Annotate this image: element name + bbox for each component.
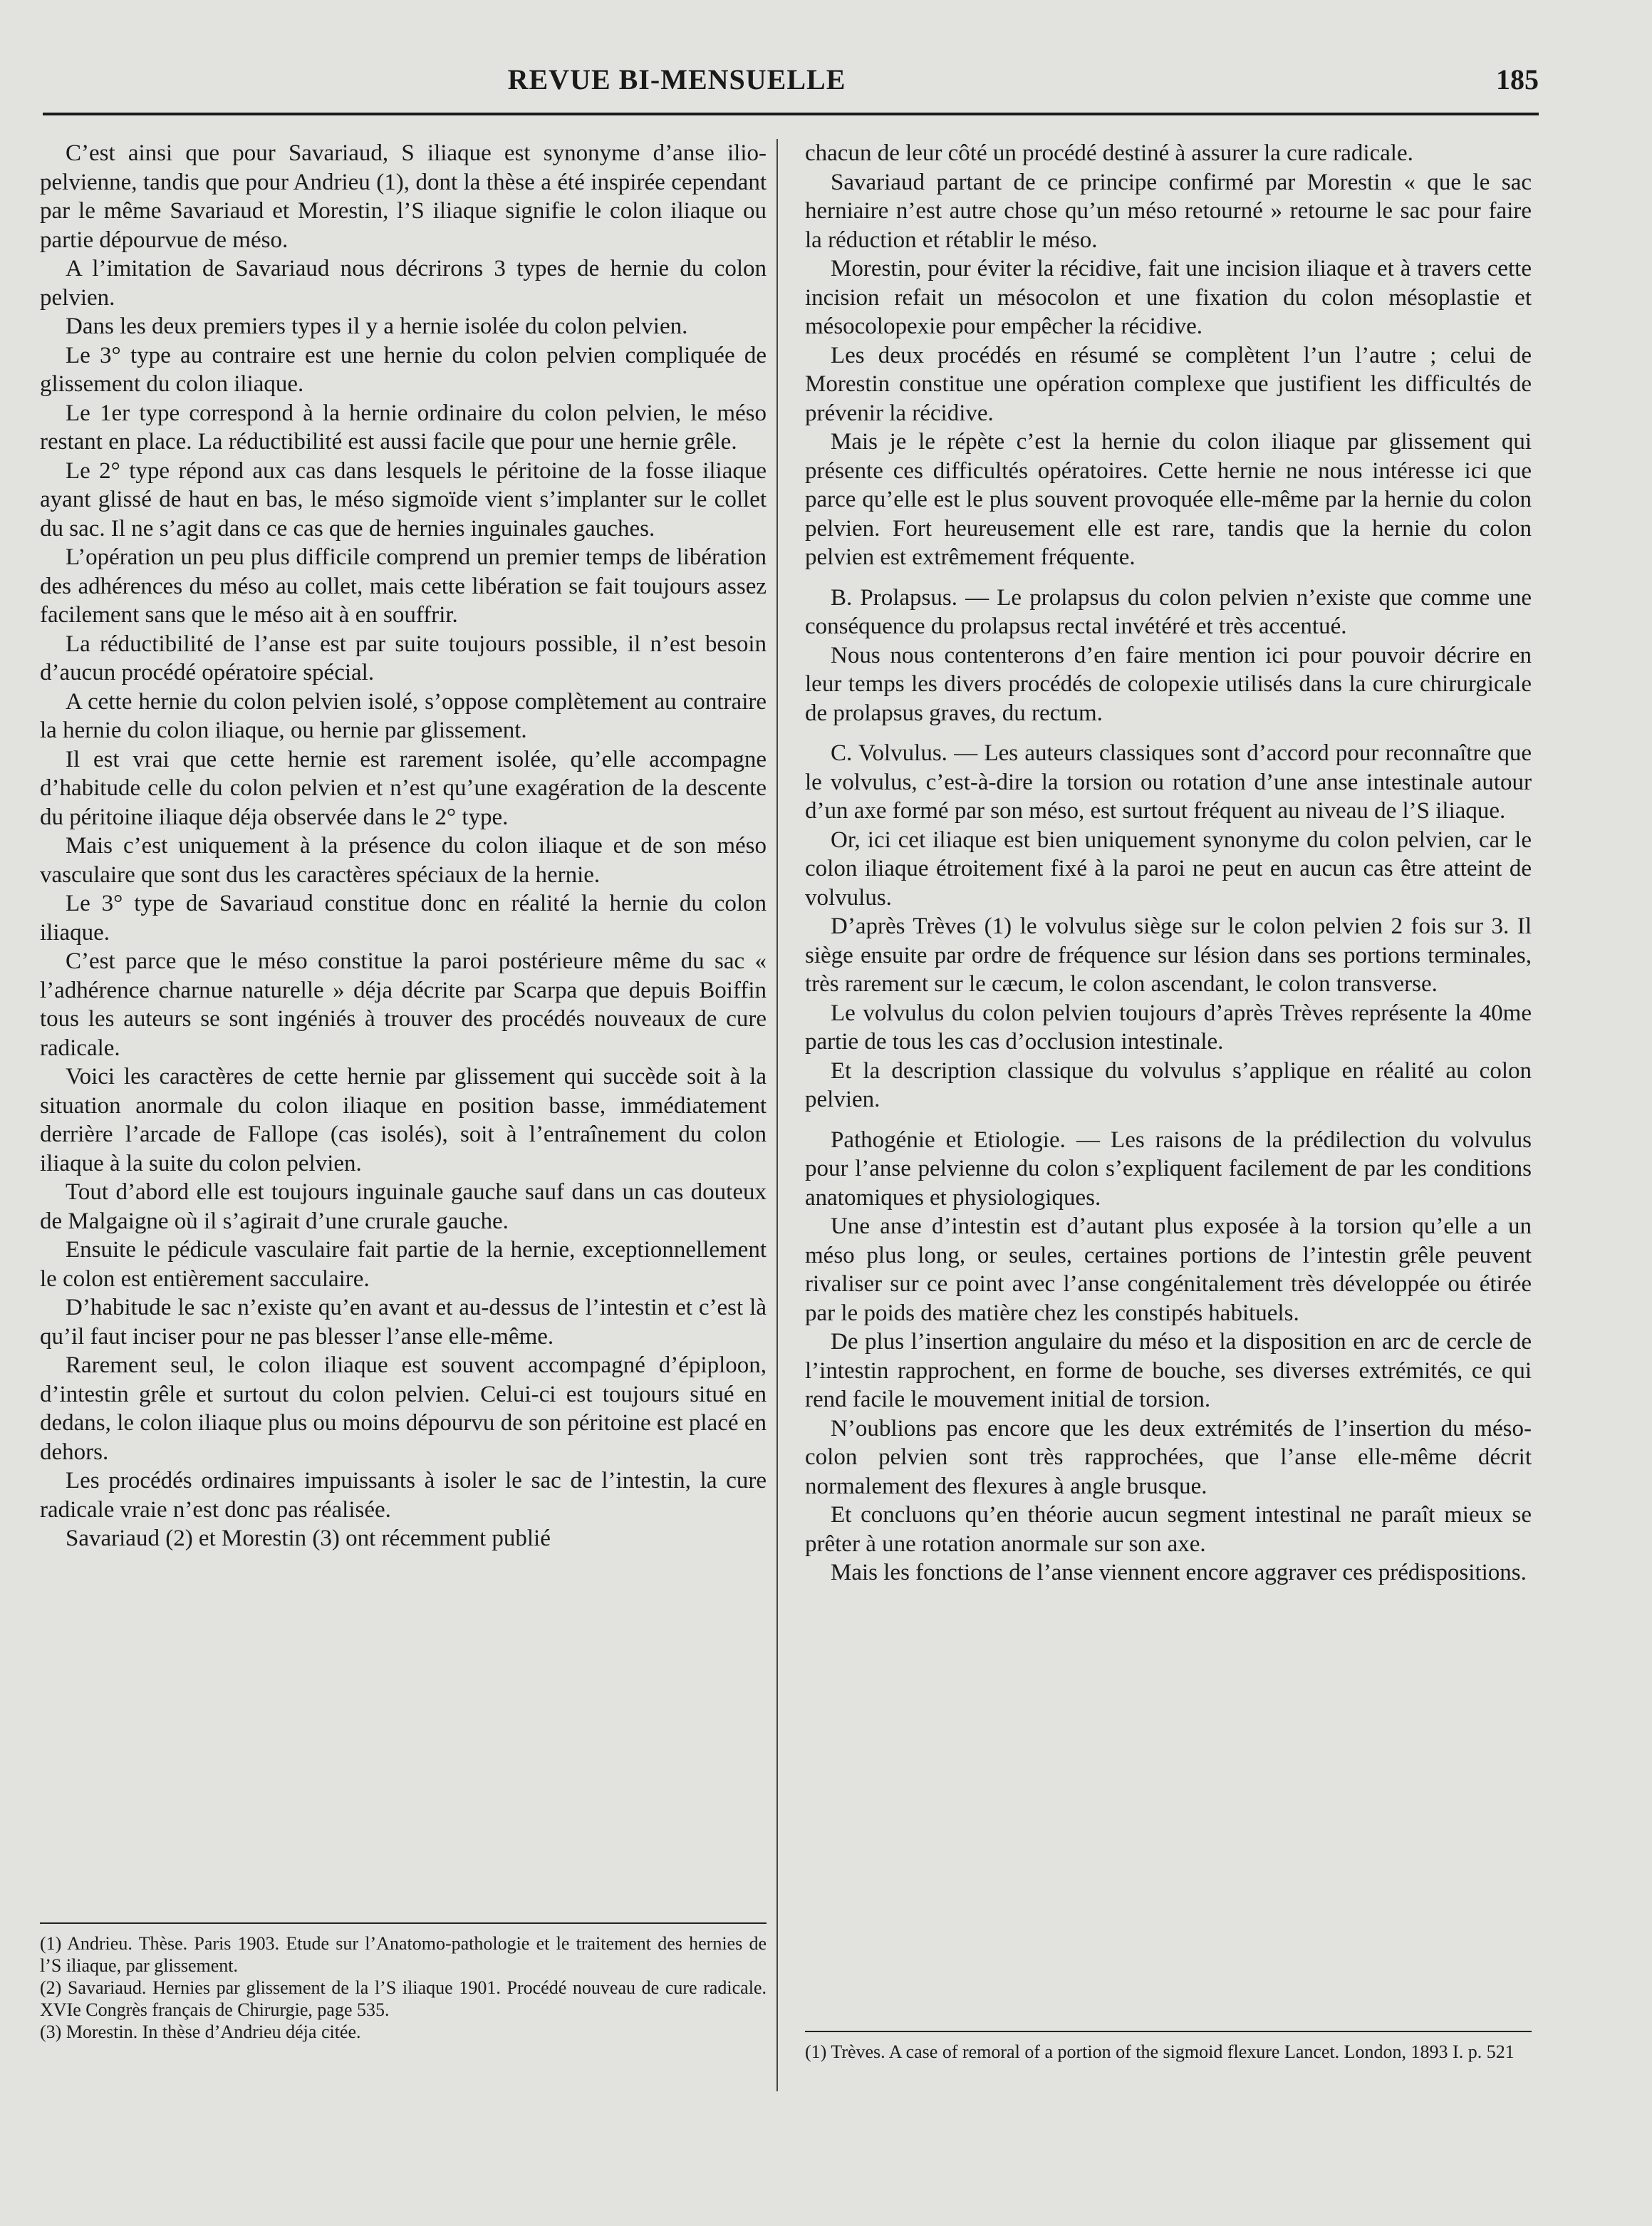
paragraph: Voici les caractères de cette hernie par glissement qui succède soit à la situation anormale du colon iliaque en position basse, immédiatement derrière l’arcade de Fallope (cas isolés), soit à l’entraînement du colon iliaque à la suite du colon pelvien. <box>40 1064 767 1176</box>
column-divider <box>776 139 778 2091</box>
left-column <box>40 139 767 1553</box>
paragraph: D’après Trèves (1) le volvulus siège sur le colon pelvien 2 fois sur 3. Il siège ensuite par ordre de fréquence sur lésion dans ses portions terminales, très rarement sur le cæcum, le colon ascendant, le colon transverse. <box>805 913 1532 997</box>
right-footnotes <box>805 2041 1532 2063</box>
paragraph: De plus l’insertion angulaire du méso et la disposition en arc de cercle de l’intestin rapprochent, en forme de bouche, ses diverses extrémités, ce qui rend facile le mouvement initial de torsion. <box>805 1329 1532 1412</box>
paragraph: A l’imitation de Savariaud nous décrirons 3 types de hernie du colon pelvien. <box>40 256 767 311</box>
paragraph: Une anse d’intestin est d’autant plus exposée à la torsion qu’elle a un méso plus long, or seules, certaines portions de l’intestin grêle peuvent rivaliser sur ce point avec l’anse congénitalement très développée ou étirée par le poids des matière chez les constipés habituels. <box>805 1213 1532 1326</box>
paragraph: Le 1er type correspond à la hernie ordinaire du colon pelvien, le méso restant en place. La réductibilité est aussi facile que pour une hernie grêle. <box>40 400 767 455</box>
paragraph: Les procédés ordinaires impuissants à isoler le sac de l’intestin, la cure radicale vraie n’est donc pas réalisée. <box>40 1468 767 1523</box>
paragraph: C’est parce que le méso constitue la paroi postérieure même du sac « l’adhérence charnue naturelle » déja décrite par Scarpa que depuis Boiffin tous les auteurs se sont ingéniés à trouver des procédés nouveaux de cure radicale. <box>40 948 767 1061</box>
paragraph: Nous nous contenterons d’en faire mention ici pour pouvoir décrire en leur temps les divers procédés de colopexie utilisés dans la cure chirurgicale de prolapsus graves, du rectum. <box>805 642 1532 726</box>
paragraph: Le 3° type au contraire est une hernie du colon pelvien compliquée de glissement du colon iliaque. <box>40 342 767 397</box>
paragraph: A cette hernie du colon pelvien isolé, s’oppose complètement au contraire la hernie du colon iliaque, ou hernie par glissement. <box>40 688 767 743</box>
paragraph: Et la description classique du volvulus s’applique en réalité au colon pelvien. <box>805 1057 1532 1112</box>
paragraph: Mais c’est uniquement à la présence du colon iliaque et de son méso vasculaire que sont dus les caractères spéciaux de la hernie. <box>40 833 767 888</box>
paragraph: Dans les deux premiers types il y a hernie isolée du colon pelvien. <box>66 314 688 339</box>
running-title: REVUE BI-MENSUELLE <box>507 63 846 95</box>
footnote: (1) Andrieu. Thèse. Paris 1903. Etude sur l’Anatomo-pathologie et le traitement des hernies de l’S iliaque, par glissement. <box>40 1933 767 1976</box>
page-header <box>43 63 1539 105</box>
paragraph: Les deux procédés en résumé se complètent l’un l’autre ; celui de Morestin constitue une opération complexe que justifient les difficultés de prévenir la récidive. <box>805 342 1532 426</box>
paragraph: Or, ici cet iliaque est bien uniquement synonyme du colon pelvien, car le colon iliaque étroitement fixé à la paroi ne peut en aucun cas être atteint de volvulus. <box>805 827 1532 911</box>
footnote-rule <box>805 2031 1532 2032</box>
footnote-rule <box>40 1922 767 1924</box>
paragraph: D’habitude le sac n’existe qu’en avant et au-dessus de l’intestin et c’est là qu’il faut inciser pour ne pas blesser l’anse elle-même. <box>40 1295 767 1350</box>
footnote: (2) Savariaud. Hernies par glissement de la l’S iliaque 1901. Procédé nouveau de cure radicale. XVIe Congrès français de Chirurgie, page 535. <box>40 1977 767 2020</box>
paragraph: Rarement seul, le colon iliaque est souvent accompagné d’épiploon, d’intestin grêle et surtout du colon pelvien. Celui-ci est toujours situé en dedans, le colon iliaque plus ou moins dépourvu de son péritoine est placé en dehors. <box>40 1352 767 1465</box>
paragraph: Et concluons qu’en théorie aucun segment intestinal ne paraît mieux se prêter à une rotation anormale sur son axe. <box>805 1502 1532 1557</box>
paragraph: C’est ainsi que pour Savariaud, S iliaque est synonyme d’anse ilio-pelvienne, tandis que pour Andrieu (1), dont la thèse a été inspirée cependant par le même Savariaud et Morestin, l’S iliaque signifie le colon iliaque ou partie dépourvue de méso. <box>40 140 767 253</box>
paragraph: Tout d’abord elle est toujours inguinale gauche sauf dans un cas douteux de Malgaigne où il s’agirait d’une crurale gauche. <box>40 1179 767 1234</box>
section-pathogenie: Pathogénie et Etiologie. — Les raisons de la prédilection du volvulus pour l’anse pelvienne du colon s’expliquent facilement de par les conditions anatomiques et physiologiques. <box>805 1127 1532 1211</box>
left-footnotes <box>40 1932 767 2043</box>
paragraph: chacun de leur côté un procédé destiné à assurer la cure radicale. <box>805 140 1413 166</box>
paragraph: Mais je le répète c’est la hernie du colon iliaque par glissement qui présente ces difficultés opératoires. Cette hernie ne nous intéresse ici que parce qu’elle est le plus souvent provoquée elle-même par la hernie du colon pelvien. Fort heureusement elle est rare, tandis que la hernie du colon pelvien est extrêmement fréquente. <box>805 429 1532 570</box>
paragraph: Morestin, pour éviter la récidive, fait une incision iliaque et à travers cette incision refait un mésocolon et une fixation du colon mésoplastie et mésocolopexie pour empêcher la récidive. <box>805 256 1532 339</box>
section-prolapsus: B. Prolapsus. — Le prolapsus du colon pelvien n’existe que comme une conséquence du prolapsus rectal invétéré et très accentué. <box>805 584 1532 639</box>
paragraph: Le 3° type de Savariaud constitue donc en réalité la hernie du colon iliaque. <box>40 891 767 946</box>
footnote: (3) Morestin. In thèse d’Andrieu déja citée. <box>40 2021 361 2042</box>
page-number: 185 <box>1496 63 1539 95</box>
paragraph: Le volvulus du colon pelvien toujours d’après Trèves représente la 40me partie de tous les cas d’occlusion intestinale. <box>805 1000 1532 1055</box>
paragraph: Savariaud (2) et Morestin (3) ont récemment publié <box>66 1526 551 1551</box>
section-volvulus: C. Volvulus. — Les auteurs classiques sont d’accord pour reconnaître que le volvulus, c’est-à-dire la torsion ou rotation d’une anse intestinale autour d’un axe formé par son méso, est surtout fréquent au niveau de l’S iliaque. <box>805 740 1532 824</box>
paragraph: Savariaud partant de ce principe confirmé par Morestin « que le sac herniaire n’est autre chose qu’un méso retourné » retourne le sac pour faire la réduction et rétablir le méso. <box>805 169 1532 253</box>
paragraph: Il est vrai que cette hernie est rarement isolée, qu’elle accompagne d’habitude celle du colon pelvien et n’est qu’une exagération de la descente du péritoine iliaque déja observée dans le 2° type. <box>40 746 767 830</box>
paragraph: Ensuite le pédicule vasculaire fait partie de la hernie, exceptionnellement le colon est entièrement sacculaire. <box>40 1237 767 1292</box>
paragraph: L’opération un peu plus difficile comprend un premier temps de libération des adhérences du méso au collet, mais cette libération se fait toujours assez facilement sans que le méso ait à en souffrir. <box>40 544 767 628</box>
paragraph: N’oublions pas encore que les deux extrémités de l’insertion du méso-colon pelvien sont très rapprochées, que l’anse elle-même décrit normalement des flexures à angle brusque. <box>805 1415 1532 1499</box>
paragraph: La réductibilité de l’anse est par suite toujours possible, il n’est besoin d’aucun procédé opératoire spécial. <box>40 631 767 685</box>
paragraph: Le 2° type répond aux cas dans lesquels le péritoine de la fosse iliaque ayant glissé de haut en bas, le méso sigmoïde vient s’implanter sur le collet du sac. Il ne s’agit dans ce cas que de hernies inguinales gauches. <box>40 457 767 542</box>
paragraph: Mais les fonctions de l’anse viennent encore aggraver ces prédispositions. <box>831 1560 1527 1585</box>
header-rule <box>43 113 1539 115</box>
footnote: (1) Trèves. A case of remoral of a portion of the sigmoid flexure Lancet. London, 1893 I. p. 521 <box>805 2041 1515 2062</box>
right-column <box>805 139 1532 1588</box>
